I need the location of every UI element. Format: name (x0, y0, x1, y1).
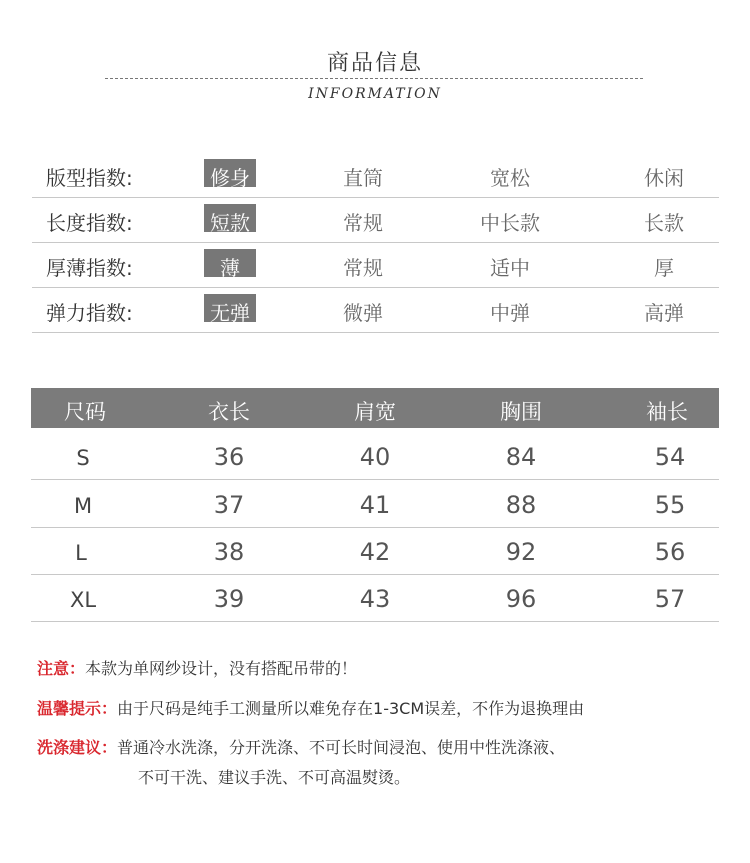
note-label: 注意： (37, 659, 86, 678)
table-cell: 88 (505, 491, 537, 519)
header-cell: 胸围 (500, 400, 542, 424)
index-row (32, 242, 719, 288)
size-cell: L (75, 541, 87, 565)
size-cell: S (76, 446, 90, 470)
index-option: 常规 (343, 256, 383, 280)
page-subtitle: INFORMATION (308, 86, 442, 102)
header-cell: 肩宽 (354, 400, 396, 424)
table-row (31, 480, 719, 528)
index-option: 常规 (343, 211, 383, 235)
table-cell: 43 (359, 585, 391, 613)
index-option: 适中 (490, 256, 530, 280)
table-cell: 84 (505, 443, 537, 471)
index-row (32, 152, 719, 198)
page-title: 商品信息 (326, 51, 423, 76)
wash-text: 普通冷水洗涤，分开洗涤、不可长时间浸泡、使用中性洗涤液、 (117, 738, 566, 757)
index-option: 长款 (644, 211, 684, 235)
index-option: 休闲 (644, 166, 684, 190)
index-option: 修身 (210, 166, 250, 190)
note-line (37, 656, 357, 679)
table-row (31, 432, 719, 480)
index-option: 直筒 (343, 166, 383, 190)
index-label: 长度指数: (46, 211, 133, 235)
index-label: 厚薄指数: (46, 256, 133, 280)
table-cell: 54 (654, 443, 686, 471)
index-option: 短款 (210, 211, 250, 235)
table-cell: 41 (359, 491, 391, 519)
title-divider (105, 78, 643, 79)
index-row (32, 197, 719, 243)
index-option: 微弹 (343, 301, 383, 325)
index-option: 中弹 (490, 301, 530, 325)
table-cell: 40 (359, 443, 391, 471)
header-cell: 尺码 (64, 400, 106, 424)
header-cell: 衣长 (208, 400, 250, 424)
index-label: 版型指数: (46, 166, 133, 190)
size-cell: XL (69, 588, 97, 612)
table-cell: 96 (505, 585, 537, 613)
index-option: 厚 (654, 256, 674, 280)
table-cell: 36 (213, 443, 245, 471)
index-option: 宽松 (490, 166, 530, 190)
size-table-header (31, 388, 719, 428)
wash-line (37, 735, 565, 758)
tip-text: 由于尺码是纯手工测量所以难免存在1-3CM误差，不作为退换理由 (117, 699, 585, 718)
wash-text: 不可干洗、建议手洗、不可高温熨烫。 (138, 768, 411, 787)
wash-label: 洗涤建议： (37, 738, 118, 757)
index-option: 中长款 (480, 211, 540, 235)
table-cell: 56 (654, 538, 686, 566)
note-text: 本款为单网纱设计，没有搭配吊带的！ (85, 659, 358, 678)
size-cell: M (73, 494, 93, 518)
tip-line (37, 696, 584, 719)
index-option: 无弹 (210, 301, 250, 325)
table-cell: 55 (654, 491, 686, 519)
tip-label: 温馨提示： (37, 699, 118, 718)
table-cell: 37 (213, 491, 245, 519)
header-cell: 袖长 (646, 400, 688, 424)
index-option: 高弹 (644, 301, 684, 325)
table-cell: 39 (213, 585, 245, 613)
table-cell: 92 (505, 538, 537, 566)
wash-line-continued (138, 765, 410, 788)
index-row (32, 287, 719, 333)
table-cell: 57 (654, 585, 686, 613)
table-row (31, 527, 719, 575)
index-label: 弹力指数: (46, 301, 133, 325)
table-row (31, 574, 719, 622)
table-cell: 38 (213, 538, 245, 566)
index-option: 薄 (220, 256, 240, 280)
table-cell: 42 (359, 538, 391, 566)
